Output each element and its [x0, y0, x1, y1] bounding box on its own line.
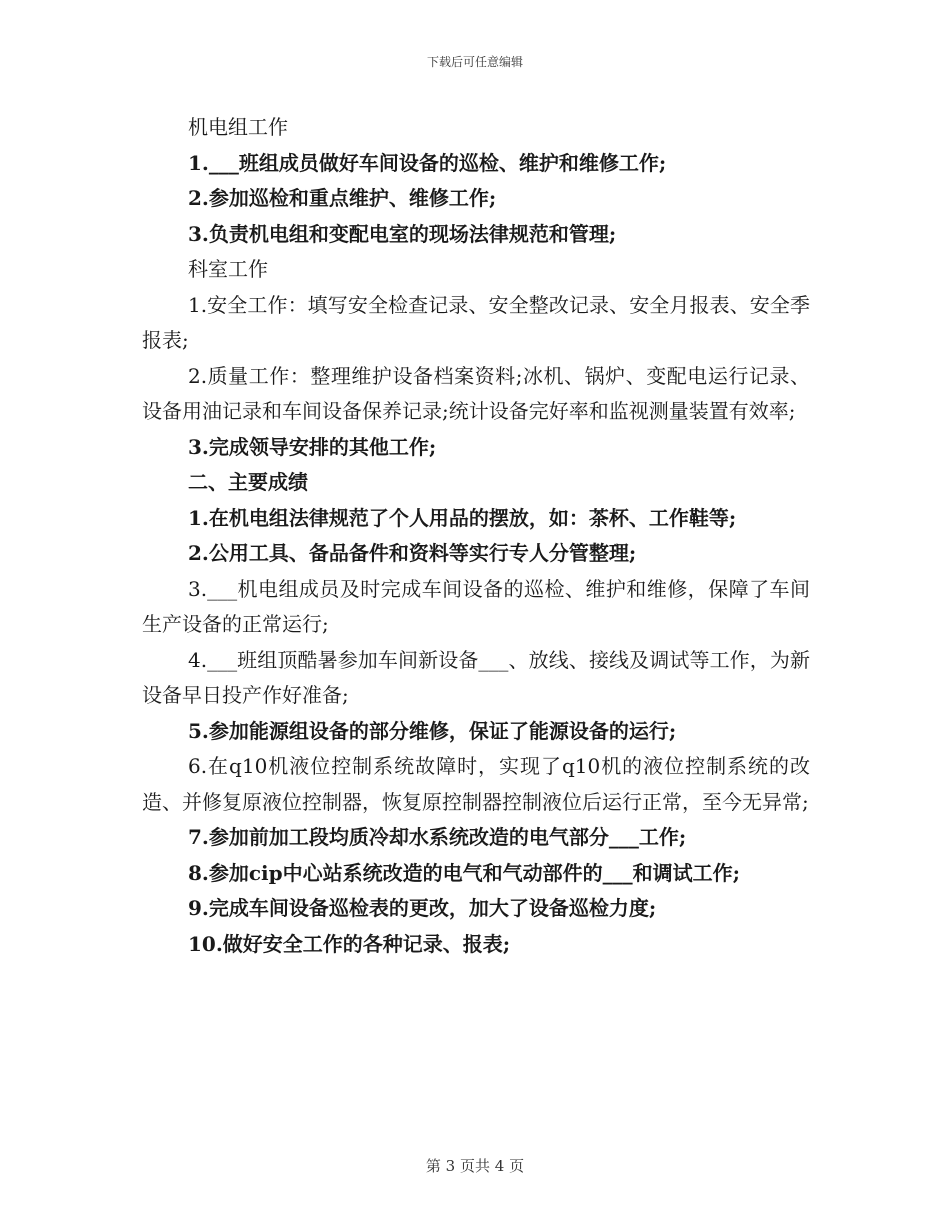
paragraph: 3.完成领导安排的其他工作; — [188, 434, 437, 459]
paragraph: 1.在机电组法律规范了个人用品的摆放，如：茶杯、工作鞋等; — [188, 505, 737, 530]
paragraph: 机电组工作 — [188, 115, 288, 139]
paragraph: 1.___班组成员做好车间设备的巡检、维护和维修工作; — [188, 150, 667, 175]
section-heading: 二、主要成绩 — [188, 470, 308, 494]
page-footer: 第 3 页共 4 页 — [425, 1157, 525, 1175]
paragraph: 科室工作 — [188, 257, 268, 281]
paragraph: 7.参加前加工段均质冷却水系统改造的电气部分___工作; — [188, 825, 687, 849]
paragraph: 10.做好安全工作的各种记录、报表; — [188, 931, 511, 956]
paragraph: 9.完成车间设备巡检表的更改，加大了设备巡检力度; — [188, 896, 657, 920]
page-header: 下载后可任意编辑 — [426, 55, 523, 69]
paragraph: 5.参加能源组设备的部分维修，保证了能源设备的运行; — [188, 718, 677, 743]
paragraph: 3.负责机电组和变配电室的现场法律规范和管理; — [188, 221, 617, 246]
paragraph: 8.参加cip中心站系统改造的电气和气动部件的___和调试工作; — [188, 860, 741, 885]
paragraph: 2.参加巡检和重点维护、维修工作; — [188, 186, 497, 210]
paragraph: 1.安全工作：填写安全检查记录、安全整改记录、安全月报表、安全季报表; — [142, 292, 810, 352]
document-body — [142, 110, 810, 962]
paragraph: 3.___机电组成员及时完成车间设备的巡检、维护和维修，保障了车间生产设备的正常运行; — [142, 576, 810, 636]
paragraph: 4.___班组顶酷暑参加车间新设备___、放线、接线及调试等工作，为新设备早日投产作好准备; — [142, 647, 810, 707]
paragraph: 2.公用工具、备品备件和资料等实行专人分管整理; — [188, 541, 637, 565]
paragraph: 2.质量工作：整理维护设备档案资料;冰机、锅炉、变配电运行记录、设备用油记录和车间设备保养记录;统计设备完好率和监视测量装置有效率; — [142, 363, 810, 423]
paragraph: 6.在q10机液位控制系统故障时，实现了q10机的液位控制系统的改造、并修复原液位控制器，恢复原控制器控制液位后运行正常，至今无异常; — [142, 754, 810, 814]
